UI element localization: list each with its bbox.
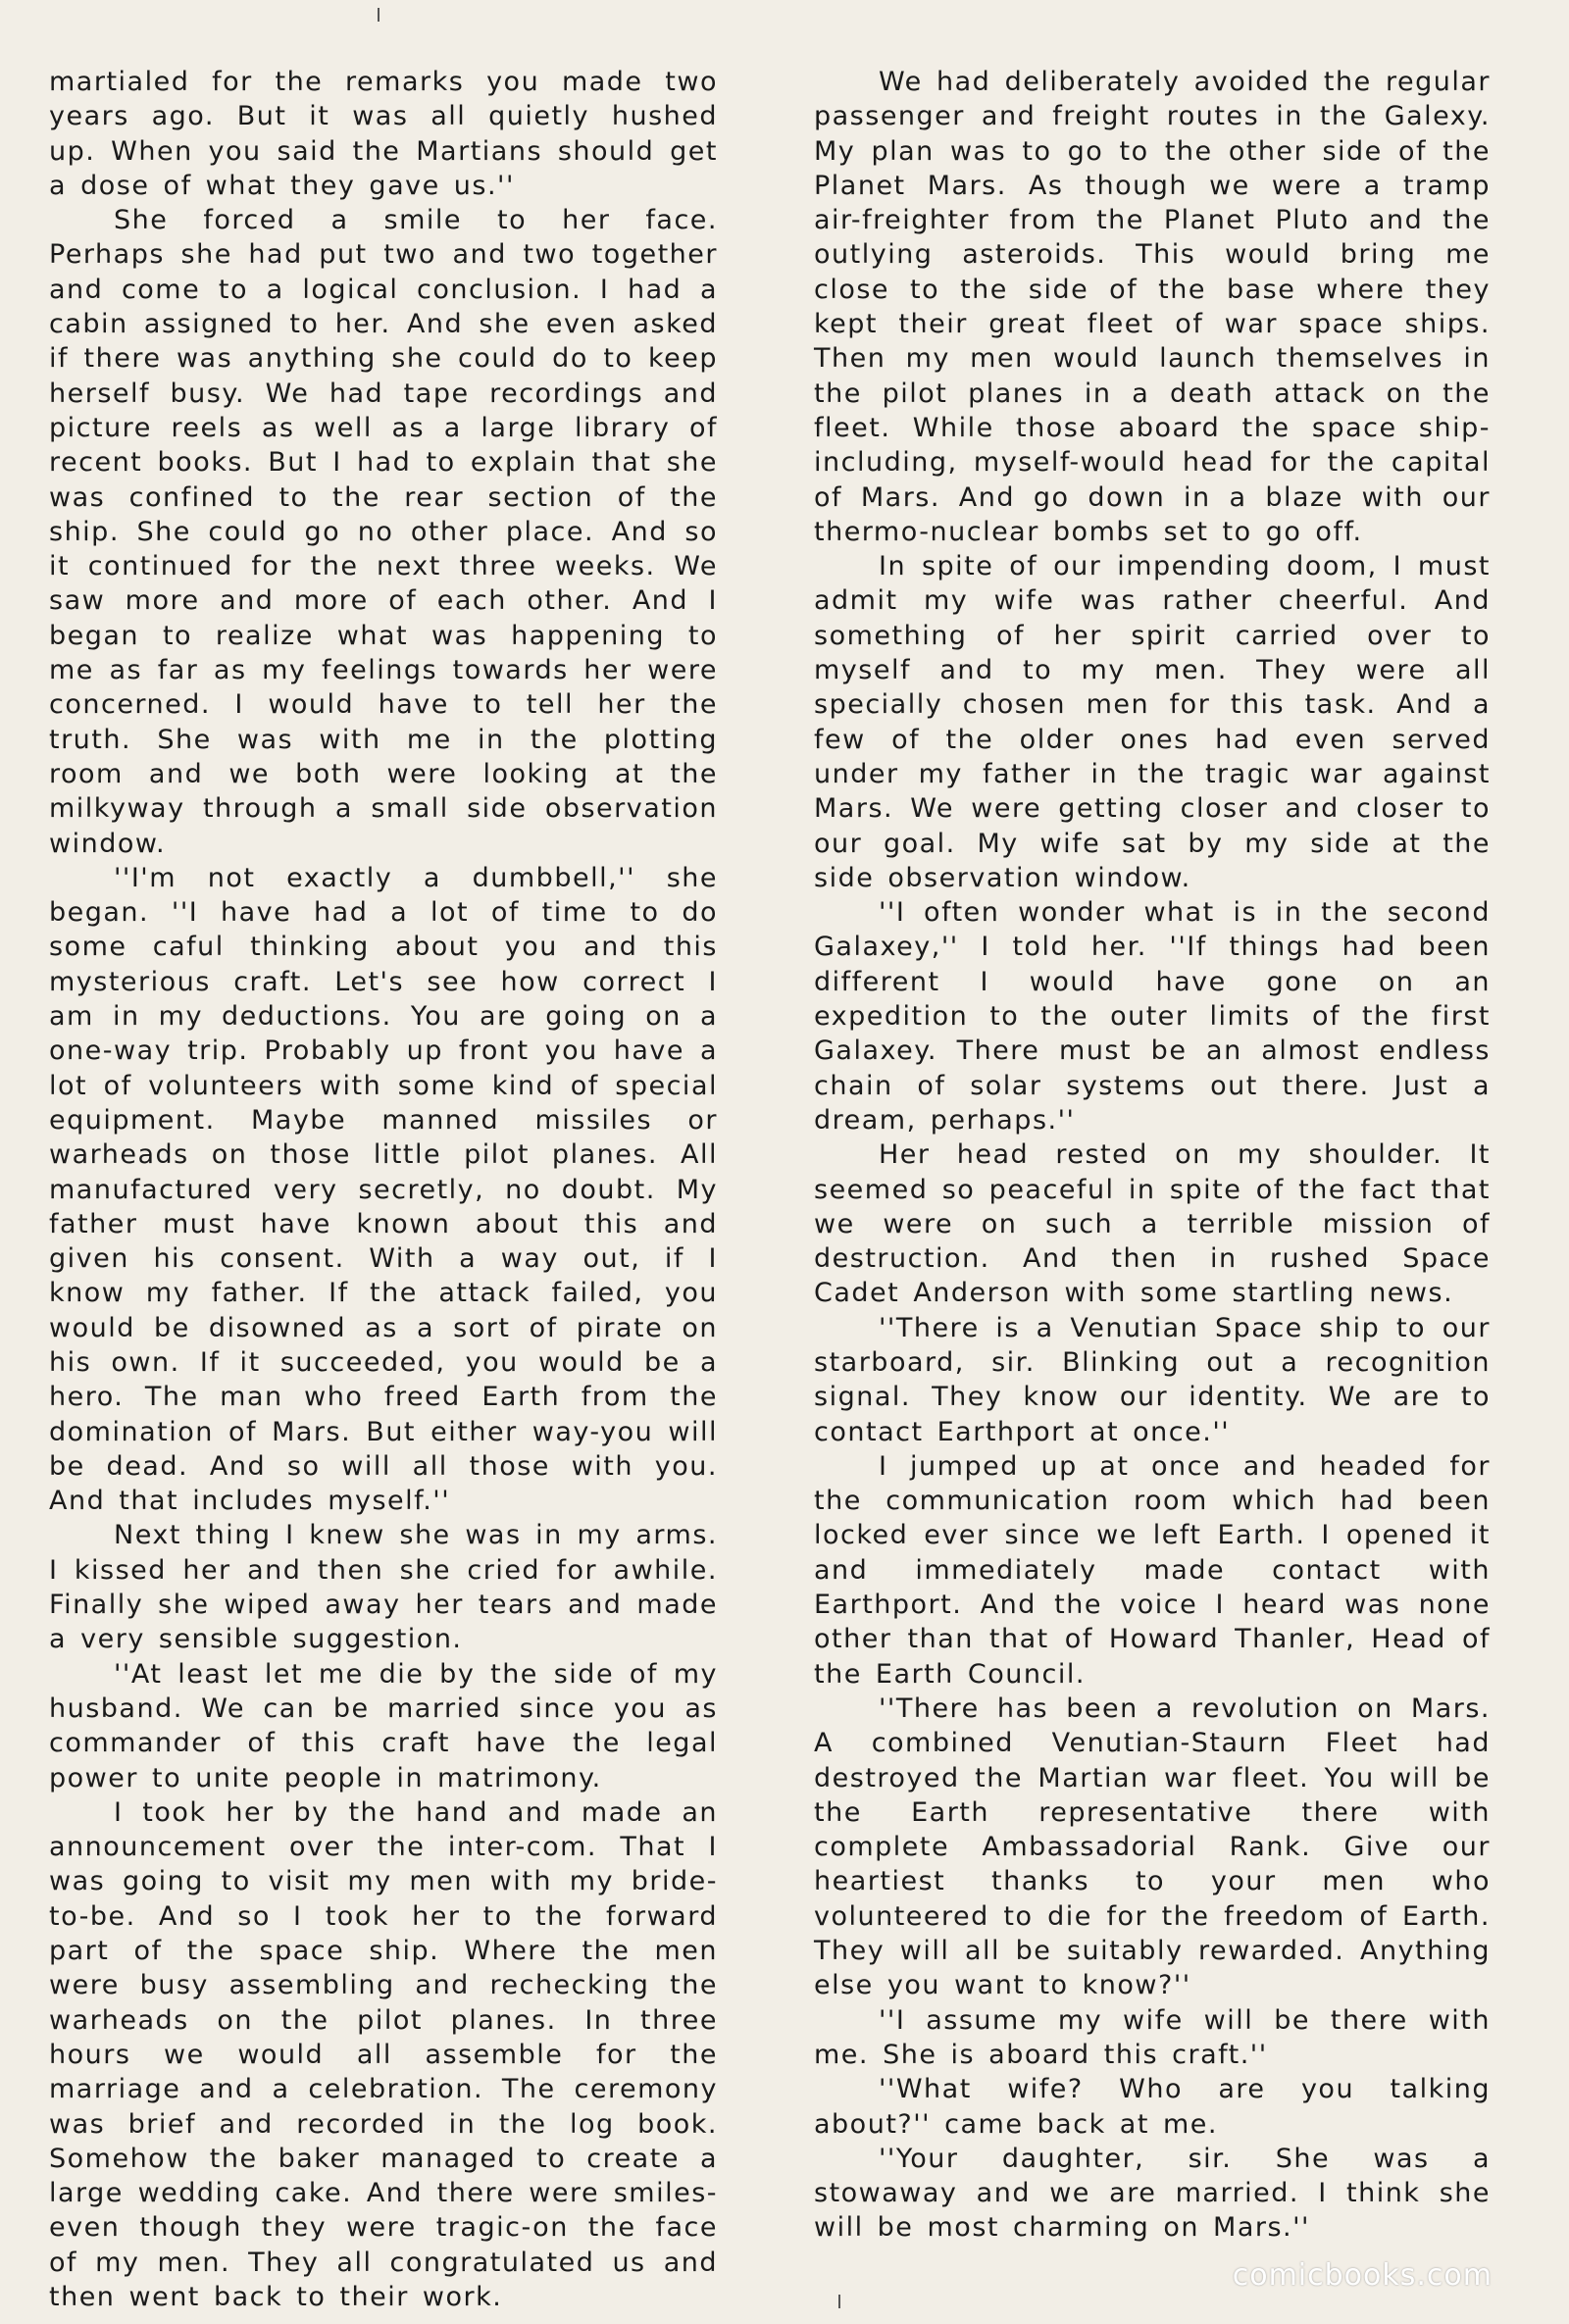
paragraph: Her head rested on my shoulder. It seemed so peaceful in spite of the fact that we were on such a terrible mission of destruction. And then in rushed Space Cadet Anderson with some startling news. [814, 1139, 1491, 1309]
paragraph: ''At least let me die by the side of my husband. We can be married since you as commander of this craft have the legal power to unite people in matrimony. [49, 1658, 718, 1794]
paragraph: ''I'm not exactly a dumbbell,'' she began. ''I have had a lot of time to do some caful thinking about you and this mysterious craft. Let's see how correct I am in my deductions. You are going on a one-way trip. Probably up front you have a lot of volunteers with some kind of special equipment. Maybe manned missiles or warheads on those little pilot planes. All manufactured very secretly, no doubt. My father must have known about this and given his consent. With a way out, if I know my father. If the attack failed, you would be disowned as a sort of pirate on his own. If it succeeded, you would be a hero. The man who freed Earth from the domination of Mars. But either way-you will be dead. And so will all those with you. And that includes myself.'' [49, 862, 718, 1517]
print-speck [838, 2295, 840, 2308]
paragraph: I jumped up at once and headed for the communication room which had been locked ever since we left Earth. I opened it and immediately made contact with Earthport. And the voice I heard was none other than that of Howard Thanler, Head of the Earth Council. [814, 1450, 1491, 1690]
paragraph: ''There has been a revolution on Mars. A combined Venutian-Staurn Fleet had destroyed the Martian war fleet. You will be the Earth representative there with complete Ambassadorial Rank. Give our heartiest thanks to your men who volunteered to die for the freedom of Earth. They will all be suitably rewarded. Anything else you want to know?'' [814, 1692, 1491, 2001]
paragraph: ''Your daughter, sir. She was a stowaway and we are married. I think she will be most charming on Mars.'' [814, 2143, 1491, 2244]
paragraph: Next thing I knew she was in my arms. I kissed her and then she cried for awhile. Finally she wiped away her tears and made a very sensible suggestion. [49, 1520, 718, 1655]
paragraph: martialed for the remarks you made two years ago. But it was all quietly hushed up. When you said the Martians should get a dose of what they gave us.'' [49, 67, 718, 201]
paragraph: ''I assume my wife will be there with me. She is aboard this craft.'' [814, 2004, 1491, 2070]
paragraph: ''There is a Venutian Space ship to our starboard, sir. Blinking out a recognition signal. They know our identity. We are to contact Earthport at once.'' [814, 1312, 1491, 1447]
paragraph: We had deliberately avoided the regular passenger and freight routes in the Galexy. My plan was to go to the other side of the Planet Mars. As though we were a tramp air-freighter from the Planet Pluto and the outlying asteroids. This would bring me close to the side of the base where they kept their great fleet of war space ships. Then my men would launch themselves in the pilot planes in a death attack on the fleet. While those aboard the space ship-including, myself-would head for the capital of Mars. And go down in a blaze with our thermo-nuclear bombs set to go off. [814, 67, 1491, 547]
paragraph: I took her by the hand and made an announcement over the inter-com. That I was going to visit my men with my bride-to-be. And so I took her to the forward part of the space ship. Where the men were busy assembling and rechecking the warheads on the pilot planes. In three hours we would all assemble for the marriage and a celebration. The ceremony was brief and recorded in the log book. Somehow the baker managed to create a large wedding cake. And there were smiles-even though they were tragic-on the face of my men. They all congratulated us and then went back to their work. [49, 1796, 718, 2312]
print-speck [378, 8, 380, 22]
text-column-right [814, 65, 1491, 2246]
paragraph: She forced a smile to her face. Perhaps she had put two and two together and come to a logical conclusion. I had a cabin assigned to her. And she even asked if there was anything she could do to keep herself busy. We had tape recordings and picture reels as well as a large library of recent books. But I had to explain that she was confined to the rear section of the ship. She could go no other place. And so it continued for the next three weeks. We saw more and more of each other. And I began to realize what was happening to me as far as my feelings towards her were concerned. I would have to tell her the truth. She was with me in the plotting room and we both were looking at the milkyway through a small side observation window. [49, 205, 718, 859]
paragraph: In spite of our impending doom, I must admit my wife was rather cheerful. And something of her spirit carried over to myself and to my men. They were all specially chosen men for this task. And a few of the older ones had even served under my father in the tragic war against Mars. We were getting closer and closer to our goal. My wife sat by my side at the side observation window. [814, 551, 1491, 893]
paragraph: ''I often wonder what is in the second Galaxey,'' I told her. ''If things had been different I would have gone on an expedition to the outer limits of the first Galaxey. There must be an almost endless chain of solar systems out there. Just a dream, perhaps.'' [814, 897, 1491, 1136]
text-column-left [49, 65, 718, 2314]
watermark-text: comicbooks.com [1232, 2258, 1493, 2293]
paragraph: ''What wife? Who are you talking about?'' came back at me. [814, 2074, 1491, 2140]
